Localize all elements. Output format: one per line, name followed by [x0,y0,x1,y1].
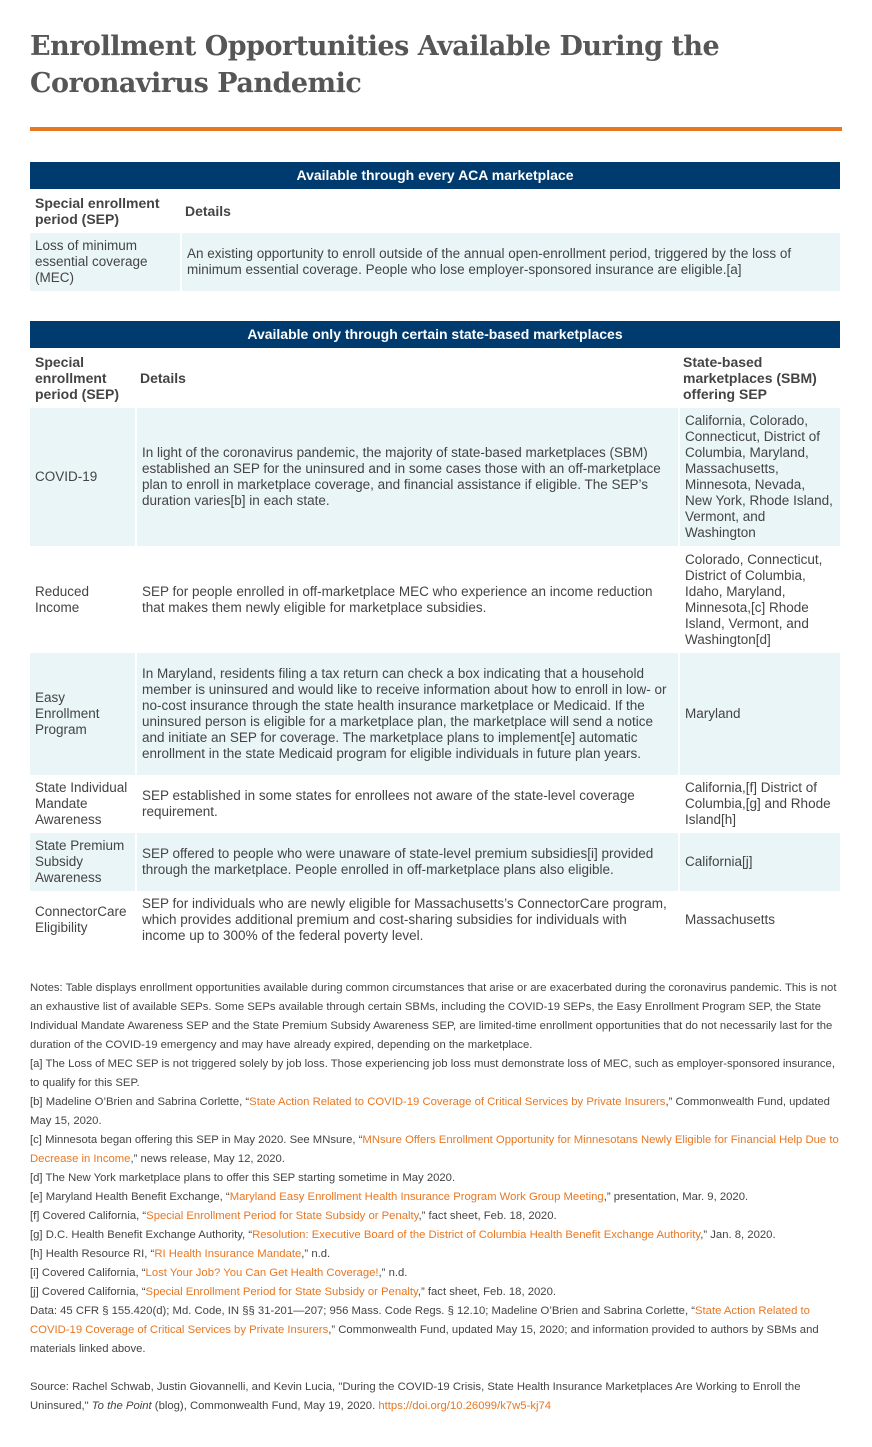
sep-details: SEP for people enrolled in off-marketplace MEC who experience an income reduction that makes them newly eligible for marketplace subsidies. [135,546,678,653]
sep-name: State Individual Mandate Awareness [30,775,135,833]
sbm-list: California,[f] District of Columbia,[g] and Rhode Island[h] [678,775,840,833]
table2-header-sbm: State-based marketplaces (SBM) offering SEP [678,348,840,408]
sep-name: Loss of minimum essential coverage (MEC) [30,233,180,291]
sbm-list: California[j] [678,833,840,891]
notes-main: Notes: Table displays enrollment opportunities available during common circumstances that arise or are exacerbated during the coronavirus pandemic. This is not an exhaustive list of available SEPs. Some SEPs available through certain SBMs, including the COVID-19 SEPs, the Easy Enrollment Program SEP, the State Individual Mandate Awareness SEP and the State Premium Subsidy Awareness SEP, are limited-time enrollment opportunities that do not necessarily last for the duration of the COVID-19 emergency and may have already expired, depending on the marketplace. [30,982,837,1051]
footnote-i: [i] Covered California, “Lost Your Job? You Can Get Health Coverage!,” n.d. [30,1267,408,1279]
blog-name: To the Point [91,1400,152,1412]
sep-name: State Premium Subsidy Awareness [30,833,135,891]
sep-details: SEP for individuals who are newly eligible for Massachusetts’s ConnectorCare program, which provides additional premium and cost-sharing subsidies for individuals with income up to 300% of the federal poverty level. [135,891,678,949]
footnote-d: [d] The New York marketplace plans to offer this SEP starting sometime in May 2020. [30,1172,456,1184]
title-rule [30,127,842,131]
table-row [30,891,840,949]
table-row [30,833,840,891]
table-row [30,408,840,546]
sep-details: An existing opportunity to enroll outside of the annual open-enrollment period, triggered by the loss of minimum essential coverage. People who lose employer-sponsored insurance are eligible.[a] [180,233,840,291]
footnote-j: [j] Covered California, “Special Enrollment Period for State Subsidy or Penalty,” fact sheet, Feb. 18, 2020. [30,1286,556,1298]
table1-caption: Available through every ACA marketplace [30,162,840,189]
table1-header-details: Details [180,189,840,233]
footnote-h-link[interactable]: RI Health Insurance Mandate [154,1248,302,1260]
table-row [30,546,840,653]
table2-header-sep: Special enrollment period (SEP) [30,348,135,408]
sep-name: COVID-19 [30,408,135,546]
footnote-f-link[interactable]: Special Enrollment Period for State Subsidy or Penalty [146,1210,419,1222]
table-row [30,775,840,833]
footnote-g: [g] D.C. Health Benefit Exchange Authority, “Resolution: Executive Board of the District of Columbia Health Benefit Exchange Authority,” Jan. 8, 2020. [30,1229,776,1241]
table1-header-sep: Special enrollment period (SEP) [30,189,180,233]
sbm-list: Massachusetts [678,891,840,949]
footnote-j-link[interactable]: Special Enrollment Period for State Subsidy or Penalty [145,1286,418,1298]
footnote-c-link[interactable]: MNsure Offers Enrollment Opportunity for Minnesotans Newly Eligible for Financial Help Due to Decrease in Income [30,1134,839,1165]
footnote-f: [f] Covered California, “Special Enrollment Period for State Subsidy or Penalty,” fact sheet, Feb. 18, 2020. [30,1210,557,1222]
footnote-i-link[interactable]: Lost Your Job? You Can Get Health Coverage! [145,1267,379,1279]
table-row [30,233,840,291]
footnote-b: [b] Madeline O’Brien and Sabrina Corlette, “State Action Related to COVID-19 Coverage of Critical Services by Private Insurers,” Commonwealth Fund, updated May 15, 2020. [30,1096,830,1127]
table2-caption: Available only through certain state-based marketplaces [30,321,840,348]
sep-name: ConnectorCare Eligibility [30,891,135,949]
footnote-b-link[interactable]: State Action Related to COVID-19 Coverage of Critical Services by Private Insurers [249,1096,666,1108]
aca-marketplace-table [30,162,840,291]
table2-header-details: Details [135,348,678,408]
sbm-table [30,321,840,949]
page-title: Enrollment Opportunities Available During the Coronavirus Pandemic [30,31,720,99]
sep-name: Reduced Income [30,546,135,653]
notes [30,979,842,1359]
footnote-e: [e] Maryland Health Benefit Exchange, “Maryland Easy Enrollment Health Insurance Program Work Group Meeting,” presentation, Mar. 9, 2020. [30,1191,749,1203]
doi-link[interactable]: https://doi.org/10.26099/k7w5-kj74 [378,1400,552,1412]
sbm-list: Maryland [678,653,840,775]
sep-name: Easy Enrollment Program [30,653,135,775]
sep-details: SEP offered to people who were unaware of state-level premium subsidies[i] provided through the marketplace. People enrolled in off-marketplace plans also eligible. [135,833,678,891]
sep-details: In light of the coronavirus pandemic, the majority of state-based marketplaces (SBM) established an SEP for the uninsured and in some cases those with an off-marketplace plan to enroll in marketplace coverage, and financial assistance if eligible. The SEP’s duration varies[b] in each state. [135,408,678,546]
sbm-list: California, Colorado, Connecticut, District of Columbia, Maryland, Massachusetts, Minnesota, Nevada, New York, Rhode Island, Vermont, and Washington [678,408,840,546]
footnote-e-link[interactable]: Maryland Easy Enrollment Health Insurance Program Work Group Meeting [229,1191,604,1203]
source-citation: Source: Rachel Schwab, Justin Giovannelli, and Kevin Lucia, "During the COVID-19 Crisis, State Health Insurance Marketplaces Are Working to Enroll the Uninsured," To the Point (blog), Commonwealth Fund, May 19, 2020. https://doi.org/10.26099/k7w5-kj74 [30,1381,801,1412]
data-sources: Data: 45 CFR § 155.420(d); Md. Code, IN §§ 31-201—207; 956 Mass. Code Regs. § 12.10; Madeline O’Brien and Sabrina Corlette, “State Action Related to COVID-19 Coverage of Critical Services by Private Insurers,” Commonwealth Fund, updated May 15, 2020; and information provided to authors by SBMs and materials linked above. [30,1305,819,1355]
data-sources-link[interactable]: State Action Related to COVID-19 Coverage of Critical Services by Private Insurers [30,1305,810,1336]
sbm-list: Colorado, Connecticut, District of Columbia, Idaho, Maryland, Minnesota,[c] Rhode Island, Vermont, and Washington[d] [678,546,840,653]
footnote-g-link[interactable]: Resolution: Executive Board of the District of Columbia Health Benefit Exchange Authority [252,1229,701,1241]
footnote-a: [a] The Loss of MEC SEP is not triggered solely by job loss. Those experiencing job loss must demonstrate loss of MEC, such as employer-sponsored insurance, to qualify for this SEP. [30,1058,835,1089]
sep-details: In Maryland, residents filing a tax return can check a box indicating that a household member is uninsured and would like to receive information about how to enroll in low- or no-cost insurance through the state health insurance marketplace or Medicaid. If the uninsured person is eligible for a marketplace plan, the marketplace will send a notice and initiate an SEP for coverage. The marketplace plans to implement[e] automatic enrollment in the state Medicaid program for eligible individuals in future plan years. [135,653,678,775]
sep-details: SEP established in some states for enrollees not aware of the state-level coverage requirement. [135,775,678,833]
footnote-h: [h] Health Resource RI, “RI Health Insurance Mandate,” n.d. [30,1248,331,1260]
table-row [30,653,840,775]
footnote-c: [c] Minnesota began offering this SEP in May 2020. See MNsure, “MNsure Offers Enrollment Opportunity for Minnesotans Newly Eligible for Financial Help Due to Decrease in Income,” news release, May 12, 2020. [30,1134,839,1165]
